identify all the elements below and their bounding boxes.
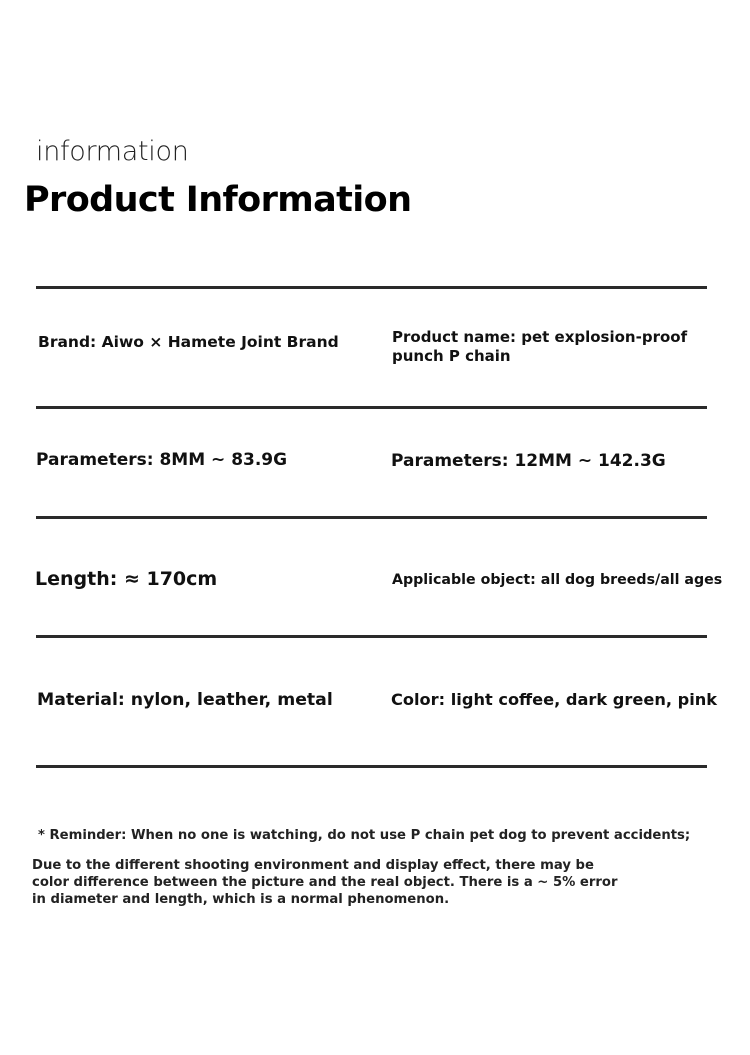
spec-parameters-12mm: Parameters: 12MM ~ 142.3G: [391, 451, 666, 471]
table-divider: [36, 406, 707, 409]
spec-color: Color: light coffee, dark green, pink: [391, 690, 718, 709]
table-divider: [36, 635, 707, 638]
spec-product-name: Product name: pet explosion-proof punch P chain: [392, 328, 688, 365]
spec-parameters-8mm: Parameters: 8MM ~ 83.9G: [36, 450, 288, 470]
disclaimer-note: Due to the different shooting environment and display effect, there may be color difference between the picture and the real object. There is a ~ 5% error in diameter and length, which is a normal phenomenon.: [32, 858, 618, 907]
reminder-note: * Reminder: When no one is watching, do not use P chain pet dog to prevent accidents;: [38, 828, 691, 843]
spec-applicable-object: Applicable object: all dog breeds/all ages: [392, 572, 723, 588]
table-divider: [36, 516, 707, 519]
page-title: Product Information: [24, 180, 412, 220]
spec-material: Material: nylon, leather, metal: [37, 690, 333, 710]
spec-length: Length: ≈ 170cm: [35, 568, 218, 590]
spec-brand: Brand: Aiwo × Hamete Joint Brand: [38, 333, 339, 351]
section-eyebrow: information: [36, 136, 189, 167]
table-divider: [36, 286, 707, 289]
table-divider: [36, 765, 707, 768]
